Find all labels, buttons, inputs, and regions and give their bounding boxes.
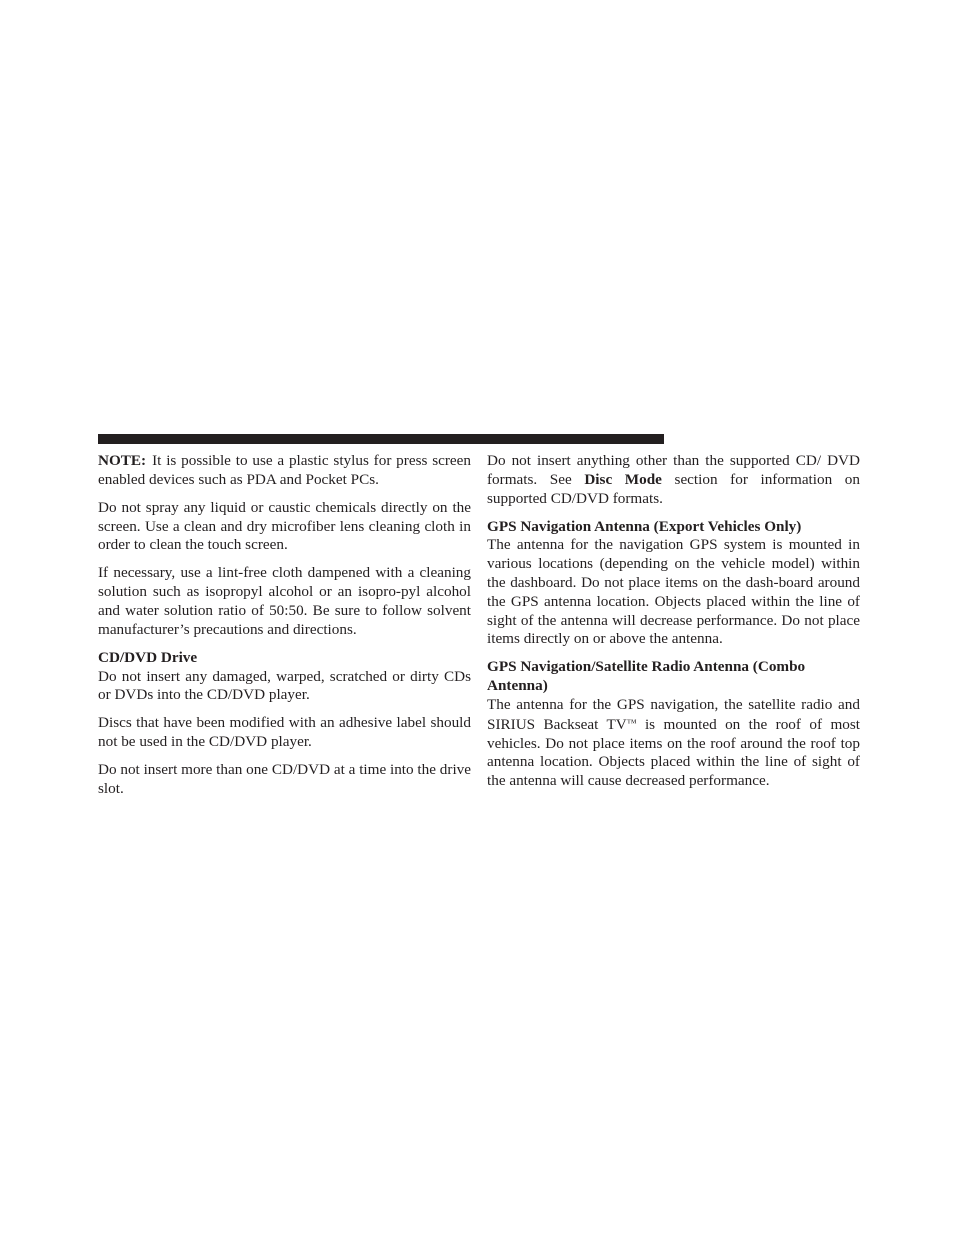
- combo-text-after: is mounted on the roof of most vehicles. Do not place items on the roof around the roof top antenna location. Objects placed within the line of sight of the antenna will cause decreased performance.: [487, 715, 860, 790]
- cd-one-at-a-time-paragraph: Do not insert more than one CD/DVD at a time into the drive slot.: [98, 761, 471, 797]
- section-rule: [98, 434, 664, 444]
- gps-antenna-paragraph: The antenna for the navigation GPS system is mounted in various locations (depending on the vehicle model) within the dashboard. Do not place items on the dash-board around the GPS antenna location. Objects placed within the line of sight of the antenna will decrease performance. Do not place items directly on or above the antenna.: [487, 536, 860, 648]
- note-label: NOTE:: [98, 452, 147, 469]
- formats-text-before: Do not insert anything other than the supported CD/ DVD formats. See: [487, 452, 860, 488]
- cd-dvd-heading: CD/DVD Drive: [98, 648, 198, 666]
- combo-text-before: The antenna for the GPS navigation, the satellite radio and SIRIUS Backseat TV: [487, 695, 860, 733]
- supported-formats-paragraph: [487, 452, 860, 508]
- cd-adhesive-paragraph: Discs that have been modified with an adhesive label should not be used in the CD/DVD player.: [98, 714, 471, 751]
- gps-antenna-heading: GPS Navigation Antenna (Export Vehicles Only): [487, 517, 802, 535]
- cd-damaged-paragraph: Do not insert any damaged, warped, scratched or dirty CDs or DVDs into the CD/DVD player.: [98, 667, 471, 704]
- formats-text-after: section for information on supported CD/DVD formats.: [487, 470, 860, 507]
- spray-paragraph: Do not spray any liquid or caustic chemicals directly on the screen. Use a clean and dry microfiber lens cleaning cloth in order to clean the touch screen.: [98, 498, 471, 554]
- right-column: [487, 452, 860, 800]
- disc-mode-reference: Disc Mode: [584, 470, 662, 488]
- combo-antenna-paragraph: [487, 696, 860, 791]
- note-paragraph: [98, 452, 471, 490]
- trademark-symbol: ™: [626, 717, 637, 729]
- lint-free-paragraph: If necessary, use a lint-free cloth dampened with a cleaning solution such as isopropyl alcohol or an isopro-pyl alcohol and water solution ratio of 50:50. Be sure to follow solvent manufacturer’s precautions and directions.: [98, 564, 471, 638]
- note-text: It is possible to use a plastic stylus for press screen enabled devices such as PDA and Pocket PCs.: [98, 452, 471, 488]
- left-column: [98, 452, 471, 808]
- combo-antenna-heading: GPS Navigation/Satellite Radio Antenna (Combo Antenna): [487, 658, 806, 695]
